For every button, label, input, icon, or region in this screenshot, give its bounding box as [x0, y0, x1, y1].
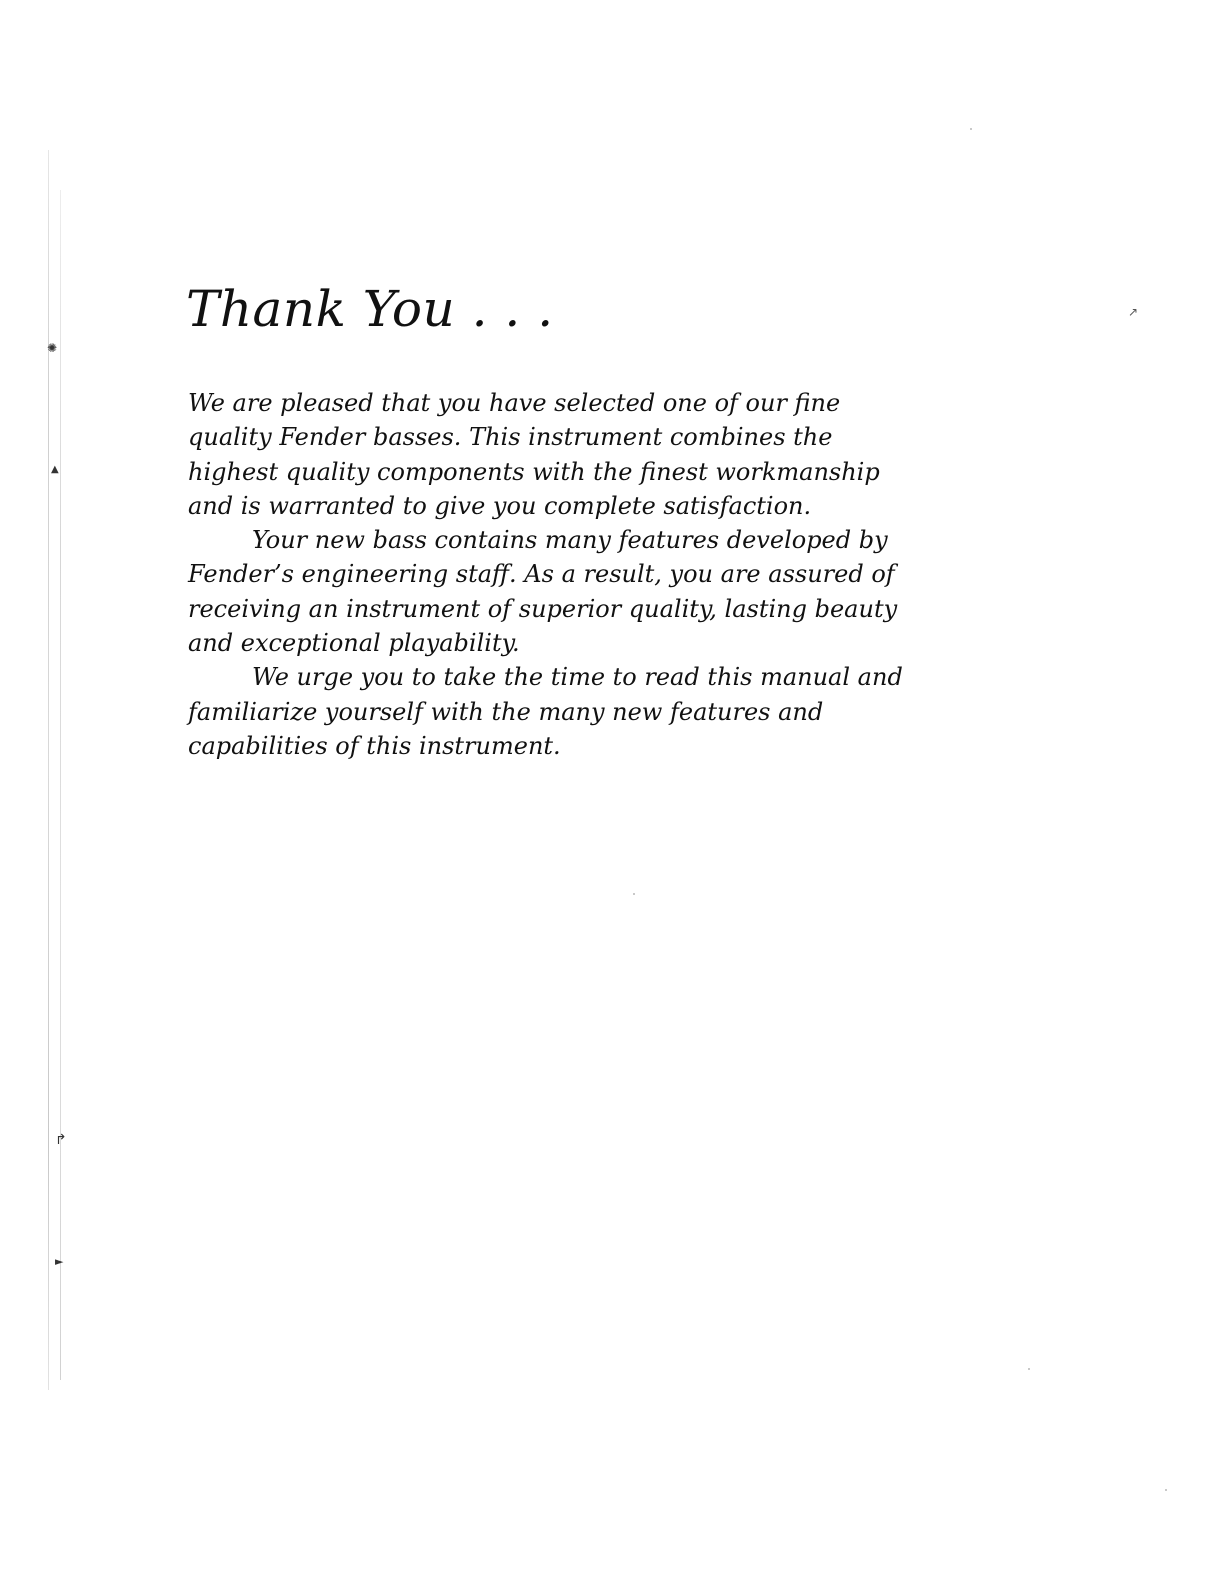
scan-artifact: ▲	[51, 464, 59, 475]
scan-artifact: ►	[55, 1255, 64, 1268]
text-line: highest quality components with the finest workmanship	[188, 457, 880, 486]
text-line: We urge you to take the time to read this manual and	[252, 663, 903, 692]
scan-speck	[1028, 1368, 1030, 1370]
paragraph	[188, 523, 968, 660]
scan-artifact: ✺	[47, 341, 58, 355]
text-line: capabilities of this instrument.	[188, 731, 561, 760]
scan-speck	[633, 893, 635, 895]
text-line: Fender’s engineering staff. As a result, you are assured of	[188, 560, 895, 589]
binding-edge	[44, 150, 66, 1390]
binding-line	[48, 150, 49, 1390]
scan-speck	[1165, 1489, 1167, 1491]
paragraph	[188, 660, 968, 763]
text-line: We are pleased that you have selected one of our fine	[188, 389, 841, 417]
binding-line	[60, 190, 61, 1380]
body-text	[188, 386, 968, 763]
scan-artifact: ↗	[1128, 305, 1139, 319]
text-line: Your new bass contains many features developed by	[252, 526, 888, 555]
page-title: Thank You . . .	[186, 280, 554, 338]
scan-artifact: ↱	[55, 1132, 67, 1148]
text-line: and is warranted to give you complete satisfaction.	[188, 491, 812, 520]
text-line: familiarize yourself with the many new features and	[188, 697, 824, 726]
text-line: and exceptional playability.	[188, 629, 520, 658]
paragraph	[188, 386, 968, 523]
text-line: receiving an instrument of superior quality, lasting beauty	[188, 594, 898, 623]
text-line: quality Fender basses. This instrument combines the	[188, 423, 833, 452]
scan-speck	[970, 128, 972, 130]
